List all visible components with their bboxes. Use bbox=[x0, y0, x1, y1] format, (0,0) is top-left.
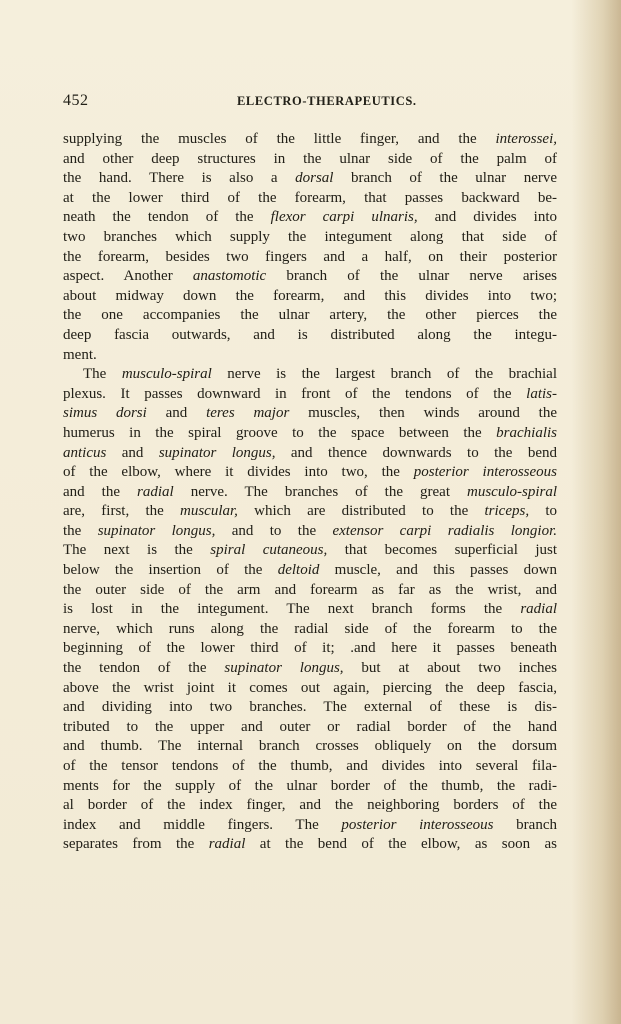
text-segment: to bbox=[529, 503, 557, 520]
italic-term: anticus bbox=[63, 444, 107, 461]
italic-term: musculo-spiral bbox=[121, 366, 212, 383]
italic-term: interossei, bbox=[495, 131, 557, 147]
text-segment: branch bbox=[493, 816, 557, 833]
italic-term: deltoid bbox=[277, 562, 320, 579]
text-segment: of the elbow, where it divides into two, the bbox=[63, 464, 414, 481]
text-segment: and divides into bbox=[417, 209, 557, 226]
text-line bbox=[63, 816, 557, 836]
text-segment: ment. bbox=[63, 346, 97, 363]
text-segment: are, first, the bbox=[63, 503, 181, 520]
text-segment: nerve. The branches of the great bbox=[173, 483, 468, 500]
text-line bbox=[63, 130, 557, 150]
text-line bbox=[63, 659, 557, 679]
text-line bbox=[63, 581, 557, 601]
text-segment: muscle, and this passes down bbox=[319, 562, 557, 579]
text-line bbox=[63, 718, 557, 738]
italic-term: dorsal bbox=[295, 170, 334, 187]
text-line bbox=[63, 208, 557, 228]
text-line bbox=[63, 737, 557, 757]
page-number: 452 bbox=[63, 92, 89, 109]
text-line bbox=[63, 679, 557, 699]
text-segment: ments for the supply of the ulnar border of the thumb, the radi- bbox=[63, 777, 557, 794]
text-line bbox=[63, 600, 557, 620]
text-segment: supplying the muscles of the little finger, and the bbox=[63, 131, 496, 147]
text-line bbox=[63, 639, 557, 659]
text-segment: tributed to the upper and outer or radial border of the hand bbox=[63, 718, 557, 735]
text-line bbox=[63, 502, 557, 522]
text-segment: two branches which supply the integument along that side of bbox=[63, 228, 557, 245]
text-line bbox=[63, 522, 557, 542]
text-line bbox=[63, 228, 557, 248]
text-line bbox=[63, 150, 557, 170]
text-segment: deep fascia outwards, and is distributed along the integu- bbox=[63, 326, 557, 343]
text-segment: muscles, then winds around the bbox=[289, 405, 557, 422]
text-line bbox=[63, 444, 557, 464]
text-line bbox=[63, 189, 557, 209]
text-segment: and to the bbox=[215, 522, 333, 539]
text-segment: and thumb. The internal branch crosses obliquely on the dorsum bbox=[63, 738, 557, 755]
text-segment: above the wrist joint it comes out again, piercing the deep fascia, bbox=[63, 679, 557, 696]
italic-term: brachialis bbox=[496, 424, 557, 441]
body-text bbox=[63, 130, 557, 855]
text-segment: beginning of the lower third of it; .and here it passes beneath bbox=[63, 640, 557, 657]
text-line bbox=[63, 385, 557, 405]
text-line bbox=[63, 169, 557, 189]
text-segment: which are distributed to the bbox=[237, 503, 485, 520]
italic-term: muscular, bbox=[180, 503, 238, 520]
text-segment: but at about two inches bbox=[343, 660, 557, 677]
text-segment: branch of the ulnar nerve arises bbox=[266, 268, 557, 285]
italic-term: teres major bbox=[206, 405, 290, 422]
italic-term: flexor carpi ulnaris, bbox=[270, 209, 418, 226]
italic-term: supinator longus, bbox=[158, 444, 276, 461]
text-segment: the hand. There is also a bbox=[63, 170, 296, 187]
text-line bbox=[63, 424, 557, 444]
text-segment: about midway down the forearm, and this divides into two; bbox=[63, 287, 557, 304]
italic-term: extensor carpi radialis longior. bbox=[332, 522, 557, 539]
italic-term: radial bbox=[520, 601, 557, 618]
text-segment: the tendon of the bbox=[63, 660, 225, 677]
text-segment: and other deep structures in the ulnar side of the palm of bbox=[63, 150, 557, 167]
italic-term: latis- bbox=[526, 385, 557, 402]
text-segment: and bbox=[106, 444, 159, 461]
italic-term: simus dorsi bbox=[63, 405, 147, 422]
text-segment: and bbox=[146, 405, 207, 422]
text-segment: the one accompanies the ulnar artery, the other pierces the bbox=[63, 307, 557, 324]
text-segment: The next is the bbox=[63, 542, 211, 559]
text-line bbox=[63, 248, 557, 268]
text-line bbox=[63, 698, 557, 718]
page-header bbox=[63, 92, 557, 110]
text-segment: below the insertion of the bbox=[63, 562, 278, 579]
text-line bbox=[63, 463, 557, 483]
italic-term: posterior interosseous bbox=[413, 464, 557, 481]
text-line bbox=[63, 326, 557, 346]
text-line bbox=[63, 287, 557, 307]
italic-term: triceps, bbox=[484, 503, 530, 520]
text-segment: and dividing into two branches. The external of these is dis- bbox=[63, 699, 557, 716]
text-segment: humerus in the spiral groove to the space between the bbox=[63, 424, 497, 441]
text-segment: and the bbox=[63, 483, 138, 500]
text-segment: plexus. It passes downward in front of the tendons of the bbox=[63, 385, 527, 402]
text-line bbox=[63, 404, 557, 424]
text-line bbox=[63, 346, 557, 366]
italic-term: supinator longus, bbox=[97, 522, 216, 539]
text-line bbox=[63, 541, 557, 561]
text-segment: separates from the bbox=[63, 836, 209, 853]
text-segment: at the bend of the elbow, as soon as bbox=[245, 836, 557, 853]
text-segment: aspect. Another bbox=[63, 268, 193, 285]
text-segment: the bbox=[63, 522, 98, 539]
text-line bbox=[63, 483, 557, 503]
text-line bbox=[63, 306, 557, 326]
text-segment: branch of the ulnar nerve bbox=[333, 170, 557, 187]
text-line bbox=[63, 561, 557, 581]
italic-term: supinator longus, bbox=[224, 660, 344, 677]
text-line bbox=[63, 777, 557, 797]
italic-term: radial bbox=[208, 836, 246, 853]
italic-term: radial bbox=[137, 483, 174, 500]
text-segment: nerve, which runs along the radial side of the forearm to the bbox=[63, 620, 557, 637]
text-segment: is lost in the integument. The next branch forms the bbox=[63, 601, 521, 618]
italic-term: musculo-spiral bbox=[467, 483, 557, 500]
text-line bbox=[63, 796, 557, 816]
italic-term: spiral cutaneous, bbox=[210, 542, 328, 559]
text-line bbox=[63, 835, 557, 855]
text-segment: of the tensor tendons of the thumb, and divides into several fila- bbox=[63, 758, 557, 774]
text-segment: and thence downwards to the bend bbox=[275, 444, 557, 461]
italic-term: posterior interosseous bbox=[341, 816, 494, 833]
text-segment: al border of the index finger, and the neighboring borders of the bbox=[63, 797, 557, 814]
running-title: ELECTRO-THERAPEUTICS. bbox=[237, 94, 417, 108]
text-line bbox=[63, 620, 557, 640]
text-segment: neath the tendon of the bbox=[63, 209, 271, 226]
text-segment: index and middle fingers. The bbox=[63, 816, 342, 833]
text-segment: The bbox=[83, 366, 122, 383]
text-segment: that becomes superficial just bbox=[327, 542, 557, 559]
text-segment: the forearm, besides two fingers and a half, on their posterior bbox=[63, 248, 557, 265]
text-segment: nerve is the largest branch of the brachial bbox=[211, 366, 557, 383]
text-segment: at the lower third of the forearm, that passes backward be- bbox=[63, 189, 557, 206]
text-segment: the outer side of the arm and forearm as far as the wrist, and bbox=[63, 581, 557, 598]
italic-term: anastomotic bbox=[192, 268, 267, 285]
text-line bbox=[63, 267, 557, 287]
text-line bbox=[63, 365, 557, 385]
text-line bbox=[63, 757, 557, 777]
